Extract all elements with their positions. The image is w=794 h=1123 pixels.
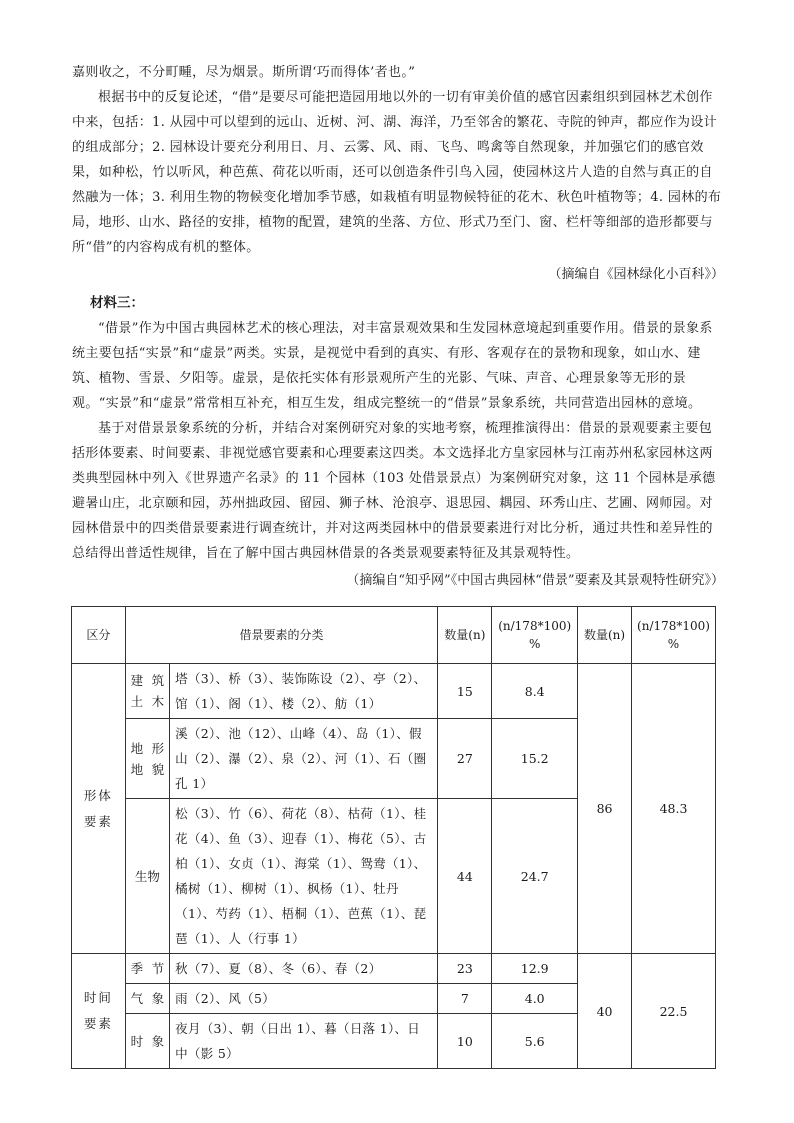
group-total-count: 86	[578, 664, 632, 954]
element-list: 塔（3）、桥（3）、装饰陈设（2）、亭（2）、馆（1）、阁（1）、楼（2）、舫（1）	[170, 664, 438, 719]
paragraph-quote-end: 嘉则收之，不分町畽，尽为烟景。斯所谓‘巧而得体’者也。”	[72, 65, 416, 80]
group-name: 形体要素	[72, 664, 126, 954]
count-cell: 15	[438, 664, 492, 719]
count-cell: 23	[438, 954, 492, 984]
group-total-count: 40	[578, 954, 632, 1069]
percent-cell: 4.0	[492, 984, 578, 1014]
percent-cell: 15.2	[492, 719, 578, 799]
group-name: 时间要素	[72, 954, 126, 1069]
source-citation-2: （摘编自“知乎网”《中国古典园林“借景”要素及其景观特性研究》）	[346, 573, 724, 588]
section-heading-material-3: 材料三：	[90, 295, 144, 311]
subcategory: 时象	[125, 1014, 170, 1069]
table-row	[72, 954, 716, 984]
count-cell: 27	[438, 719, 492, 799]
percent-cell: 5.6	[492, 1014, 578, 1069]
group-total-percent: 22.5	[632, 954, 716, 1069]
count-cell: 44	[438, 799, 492, 954]
element-list: 雨（2）、风（5）	[170, 984, 438, 1014]
element-list: 夜月（3）、朝（日出 1）、暮（日落 1）、日中（影 5）	[170, 1014, 438, 1069]
count-cell: 7	[438, 984, 492, 1014]
borrowed-scenery-elements-table	[71, 606, 716, 1069]
group-total-percent: 48.3	[632, 664, 716, 954]
subcategory: 生物	[125, 799, 170, 954]
percent-cell: 12.9	[492, 954, 578, 984]
subcategory: 地形地貌	[125, 719, 170, 799]
element-list: 松（3）、竹（6）、荷花（8）、枯荷（1）、桂花（4）、鱼（3）、迎春（1）、梅花（5）、古柏（1）、女贞（1）、海棠（1）、鸳鸯（1）、橘树（1）、柳树（1）、枫杨（1）、牡丹（1）、芍药（1）、梧桐（1）、芭蕉（1）、琵琶（1）、人（行事 1）	[170, 799, 438, 954]
header-region: 区分	[72, 607, 126, 664]
subcategory: 建筑土木	[125, 664, 170, 719]
count-cell: 10	[438, 1014, 492, 1069]
document-body	[72, 60, 724, 597]
paragraph-borrowed-scenery-system: “借景”作为中国古典园林艺术的核心理法，对丰富景观效果和生发园林意境起到重要作用。借景的景象系统主要包括“实景”和“虚景”两类。实景，是视觉中看到的真实、有形、客观存在的景物和现象，如山水、建筑、植物、雪景、夕阳等。虚景，是依托实体有形景观所产生的光影、气味、声音、心理景象等无形的景观。“实景”和“虚景”常常相互补充，相互生发，组成完整统一的“借景”景象系统，共同营造出园林的意境。	[72, 321, 713, 411]
header-count-total: 数量(n)	[578, 607, 632, 664]
header-percent: (n/178*100) %	[492, 607, 578, 664]
paragraph-research-method: 基于对借景景象系统的分析，并结合对案例研究对象的实地考察，梳理推演得出：借景的景观要素主要包括形体要素、时间要素、非视觉感官要素和心理要素这四类。本文选择北方皇家园林与江南苏州私家园林这两类典型园林中列入《世界遗产名录》的 11 个园林（103 处借景景点）为案例研究对象，这 11 个园林是承德避暑山庄，北京颐和园，苏州拙政园、留园、狮子林、沧浪亭、退思园、耦园、环秀山庄、艺圃、网师园。对园林借景中的四类借景要素进行调查统计，并对这两类园林中的借景要素进行对比分析，通过共性和差异性的总结得出普适性规律，旨在了解中国古典园林借景的各类景观要素特征及其景观特性。	[72, 421, 716, 561]
percent-cell: 8.4	[492, 664, 578, 719]
element-list: 秋（7）、夏（8）、冬（6）、春（2）	[170, 954, 438, 984]
subcategory: 气象	[125, 984, 170, 1014]
subcategory: 季节	[125, 954, 170, 984]
header-percent-total: (n/178*100) %	[632, 607, 716, 664]
paragraph-borrowing-explanation: 根据书中的反复论述，“借”是要尽可能把造园用地以外的一切有审美价值的感官因素组织到园林艺术创作中来，包括：1. 从园中可以望到的远山、近树、河、湖、海洋，乃至邻舍的繁花、寺院的钟声，都应作为设计的组成部分；2. 园林设计要充分利用日、月、云雾、风、雨、飞鸟、鸣禽等自然现象，并加强它们的感官效果，如种松，竹以听风，种芭蕉、荷花以听雨，还可以创造条件引鸟入园，使园林这片人造的自然与真正的自然融为一体；3. 利用生物的物候变化增加季节感，如栽植有明显物候特征的花木、秋色叶植物等；4. 园林的布局，地形、山水、路径的安排，植物的配置，建筑的坐落、方位、形式乃至门、窗、栏杆等细部的造形都要与所“借”的内容构成有机的整体。	[72, 90, 722, 255]
header-classification: 借景要素的分类	[125, 607, 438, 664]
table-header-row	[72, 607, 716, 664]
header-count: 数量(n)	[438, 607, 492, 664]
percent-cell: 24.7	[492, 799, 578, 954]
element-list: 溪（2）、池（12）、山峰（4）、岛（1）、假山（2）、瀑（2）、泉（2）、河（1）、石（圈孔 1）	[170, 719, 438, 799]
source-citation-1: （摘编自《园林绿化小百科》）	[548, 267, 724, 282]
table-row	[72, 664, 716, 719]
